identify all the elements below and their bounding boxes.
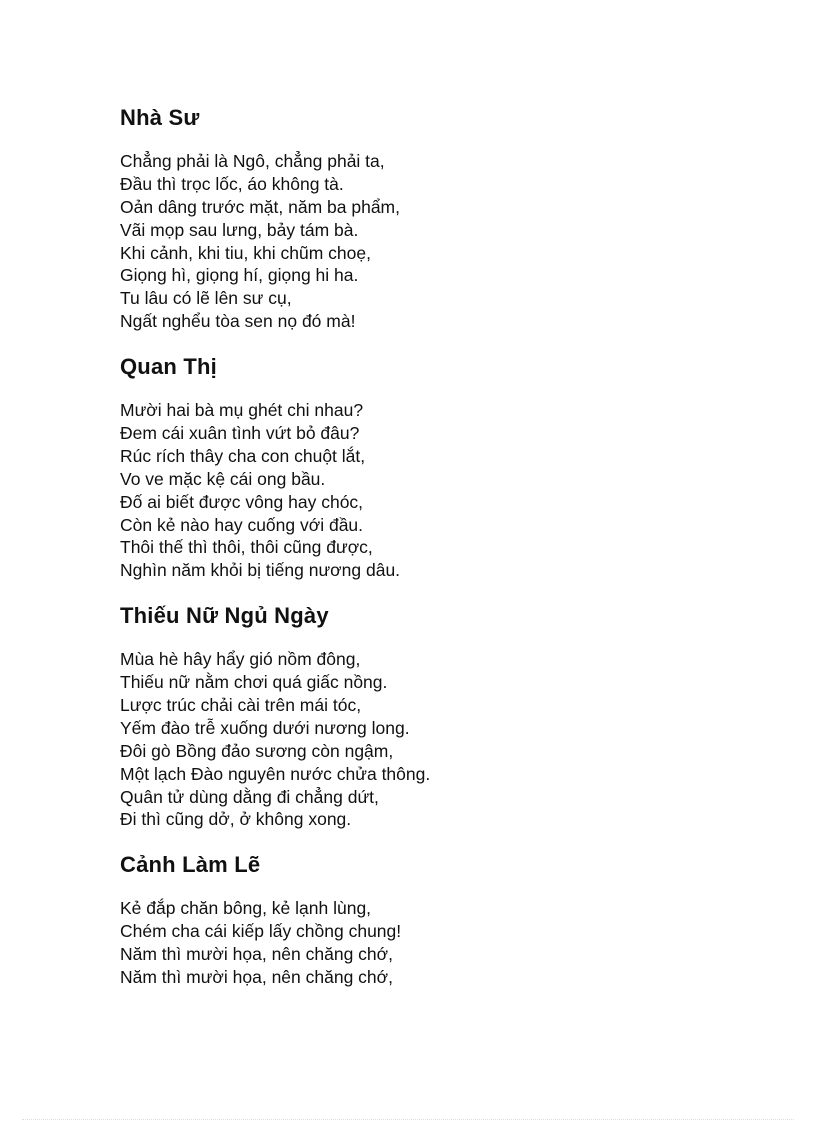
poem-line: Đố ai biết được vông hay chóc, xyxy=(120,491,364,512)
poem-line: Giọng hì, giọng hí, giọng hi ha. xyxy=(120,265,359,286)
poem-line: Vo ve mặc kệ cái ong bầu. xyxy=(120,468,326,489)
poem-line: Còn kẻ nào hay cuống với đầu. xyxy=(120,514,364,535)
poem-line: Quân tử dùng dằng đi chẳng dứt, xyxy=(120,786,379,807)
poem-nha-su xyxy=(120,103,760,333)
poem-line: Đầu thì trọc lốc, áo không tà. xyxy=(120,173,344,194)
poem-line: Lược trúc chải cài trên mái tóc, xyxy=(120,695,362,716)
poem-line: Đi thì cũng dở, ở không xong. xyxy=(120,809,352,830)
poem-line: Chẳng phải là Ngô, chẳng phải ta, xyxy=(120,151,385,171)
poem-body xyxy=(120,648,760,831)
page-bottom-divider xyxy=(22,1119,794,1120)
poem-title: Nhà Sư xyxy=(120,105,200,130)
poem-line: Nghìn năm khỏi bị tiếng nương dâu. xyxy=(120,560,401,581)
poem-title: Cảnh Làm Lẽ xyxy=(120,852,261,878)
poem-line: Thôi thế thì thôi, thôi cũng được, xyxy=(120,537,373,558)
poem-body xyxy=(120,897,760,989)
poem-quan-thi xyxy=(120,352,760,582)
poem-line: Tu lâu có lẽ lên sư cụ, xyxy=(120,288,292,309)
poem-line: Đem cái xuân tình vứt bỏ đâu? xyxy=(120,423,360,444)
poem-thieu-nu-ngu-ngay xyxy=(120,601,760,831)
poem-body xyxy=(120,150,760,333)
document-page xyxy=(120,103,760,989)
poem-line: Thiếu nữ nằm chơi quá giấc nồng. xyxy=(120,672,388,693)
poem-line: Một lạch Đào nguyên nước chửa thông. xyxy=(120,763,431,784)
poem-line: Mùa hè hây hẩy gió nồm đông, xyxy=(120,649,361,670)
poem-canh-lam-le xyxy=(120,850,760,989)
poem-line: Kẻ đắp chăn bông, kẻ lạnh lùng, xyxy=(120,898,372,919)
poem-line: Chém cha cái kiếp lấy chồng chung! xyxy=(120,921,402,942)
poem-line: Đôi gò Bồng đảo sương còn ngậm, xyxy=(120,740,394,761)
poem-title: Thiếu Nữ Ngủ Ngày xyxy=(120,603,329,629)
poem-line: Mười hai bà mụ ghét chi nhau? xyxy=(120,400,364,421)
poem-line: Năm thì mười họa, nên chăng chớ, xyxy=(120,967,393,988)
poem-line: Yếm đào trễ xuống dưới nương long. xyxy=(120,717,410,738)
poem-line: Rúc rích thây cha con chuột lắt, xyxy=(120,445,366,466)
poem-line: Khi cảnh, khi tiu, khi chũm choẹ, xyxy=(120,242,371,263)
poem-line: Năm thì mười họa, nên chăng chớ, xyxy=(120,944,393,965)
poem-title: Quan Thị xyxy=(120,354,217,380)
poem-line: Vãi mọp sau lưng, bảy tám bà. xyxy=(120,219,359,240)
poem-body xyxy=(120,399,760,582)
poem-line: Oản dâng trước mặt, năm ba phẩm, xyxy=(120,196,400,217)
poem-line: Ngất nghểu tòa sen nọ đó mà! xyxy=(120,311,356,332)
